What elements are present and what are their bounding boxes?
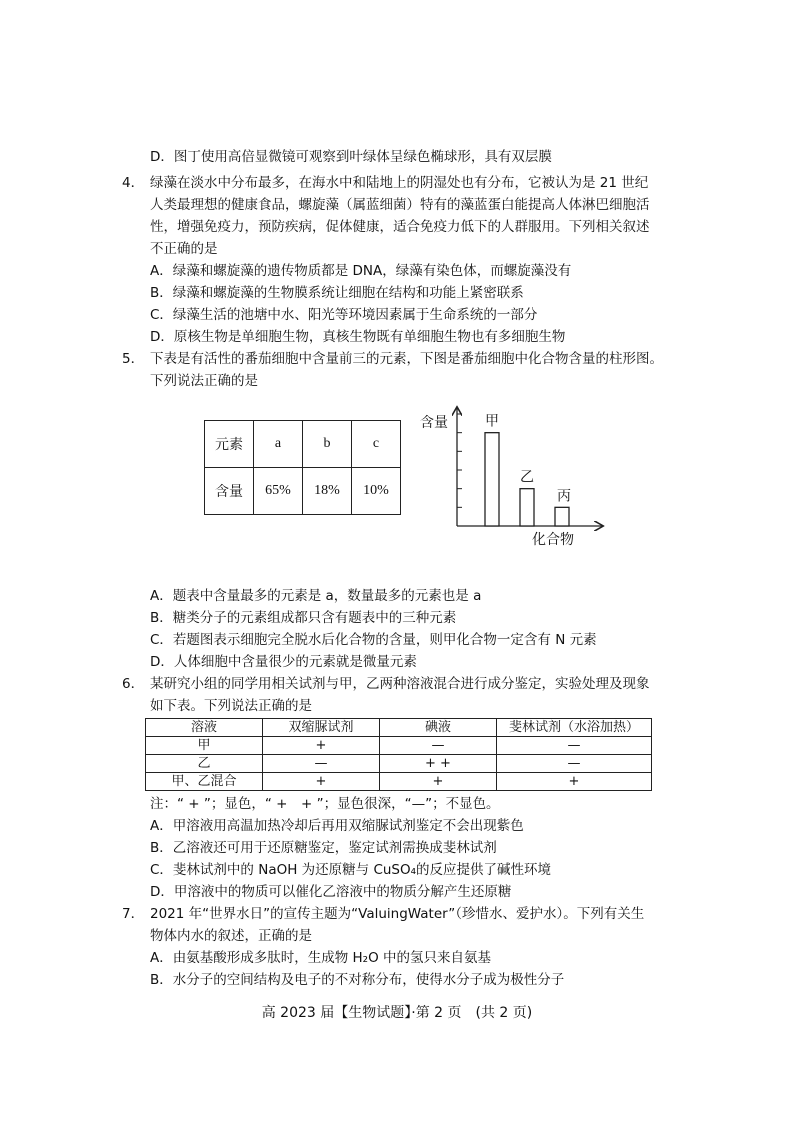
table-header-cell: 溶液 [146, 719, 263, 737]
bar-2 [520, 489, 534, 526]
q4-option-d: D．原核生物是单细胞生物，真核生物既有单细胞生物也有多细胞生物 [150, 329, 566, 345]
table-cell: 18% [303, 468, 352, 515]
table-cell: + [263, 737, 380, 755]
q6-option-a: A．甲溶液用高温加热冷却后再用双缩脲试剂鉴定不会出现紫色 [150, 818, 524, 834]
element-table-row [205, 421, 401, 468]
q7-text-1: 2021 年“世界水日”的宣传主题为“ValuingWater”（珍惜水、爱护水）。下列有关生 [150, 906, 645, 922]
table-cell: c [352, 421, 401, 468]
table-row [146, 737, 652, 755]
q5-option-d: D．人体细胞中含量很少的元素就是微量元素 [150, 654, 417, 670]
q6-text-1: 某研究小组的同学用相关试剂与甲，乙两种溶液混合进行成分鉴定，实验处理及现象 [150, 676, 650, 692]
q5-option-a: A．题表中含量最多的元素是 a，数量最多的元素也是 a [150, 588, 482, 604]
table-cell: + [497, 773, 652, 791]
table-cell: 元素 [205, 421, 254, 468]
q4-number: 4． [122, 175, 145, 191]
table-cell: 甲 [146, 737, 263, 755]
element-table-row [205, 468, 401, 515]
x-axis-label: 化合物 [532, 532, 574, 548]
table-cell: a [254, 421, 303, 468]
q6-stem-line-1 [122, 673, 650, 695]
table-cell: — [497, 737, 652, 755]
q6-option-b: B．乙溶液还可用于还原糖鉴定，鉴定试剂需换成斐林试剂 [150, 840, 497, 856]
page-footer: 高 2023 届【生物试题】·第 2 页 (共 2 页) [261, 1005, 533, 1021]
bar-label-2: 乙 [520, 469, 534, 486]
q5-option-b: B．糖类分子的元素组成都只含有题表中的三种元素 [150, 610, 457, 626]
bar-label-3: 丙 [557, 488, 571, 505]
q5-stem-line-2: 下列说法正确的是 [150, 373, 258, 389]
q5-option-c: C．若题图表示细胞完全脱水后化合物的含量，则甲化合物一定含有 N 元素 [150, 632, 597, 648]
q6-stem-line-2: 如下表。下列说法正确的是 [150, 698, 312, 714]
q4-option-c: C．绿藻生活的池塘中水、阳光等环境因素属于生命系统的一部分 [150, 307, 538, 323]
q7-stem-line-1 [122, 903, 644, 925]
q5-number: 5． [122, 351, 145, 367]
reagent-table-header [146, 719, 652, 737]
q5-stem-line-1 [122, 348, 663, 370]
q5-text-1: 下表是有活性的番茄细胞中含量前三的元素，下图是番茄细胞中化合物含量的柱形图。 [150, 351, 663, 367]
q4-stem-line-2: 人类最理想的健康食品，螺旋藻（属蓝细菌）特有的藻蓝蛋白能提高人体淋巴细胞活 [150, 197, 650, 213]
table-row [146, 773, 652, 791]
q7-number: 7． [122, 906, 145, 922]
q4-stem-line-4: 不正确的是 [150, 241, 218, 257]
q4-text-1: 绿藻在淡水中分布最多，在海水中和陆地上的阴湿处也有分布，它被认为是 21 世纪 [150, 175, 649, 191]
table-cell: 65% [254, 468, 303, 515]
table-header-cell: 碘液 [380, 719, 497, 737]
element-table [204, 420, 401, 515]
q4-stem-line-1 [122, 172, 648, 194]
table-header-cell: 双缩脲试剂 [263, 719, 380, 737]
table-cell: — [380, 737, 497, 755]
table-cell: 乙 [146, 755, 263, 773]
compound-bar-chart [410, 398, 610, 548]
q3-option-d: D．图丁使用高倍显微镜可观察到叶绿体呈绿色椭球形，具有双层膜 [150, 149, 552, 165]
q7-option-b: B．水分子的空间结构及电子的不对称分布，使得水分子成为极性分子 [150, 972, 565, 988]
bar-label-1: 甲 [485, 413, 499, 430]
table-cell: 10% [352, 468, 401, 515]
table-cell: b [303, 421, 352, 468]
y-axis-label: 含量 [420, 415, 448, 431]
table-cell: + [380, 773, 497, 791]
table-cell: + [263, 773, 380, 791]
q4-option-a: A．绿藻和螺旋藻的遗传物质都是 DNA，绿藻有染色体，而螺旋藻没有 [150, 263, 572, 279]
q4-stem-line-3: 性，增强免疫力，预防疾病，促体健康，适合免疫力低下的人群服用。下列相关叙述 [150, 219, 650, 235]
q6-option-c: C．斐林试剂中的 NaOH 为还原糖与 CuSO₄的反应提供了碱性环境 [150, 862, 552, 878]
q6-note: 注：“ + ”；显色，“ + + ”；显色很深，“—”；不显色。 [150, 796, 500, 812]
table-cell: — [497, 755, 652, 773]
table-row [146, 755, 652, 773]
bar-1 [485, 433, 499, 526]
table-cell: 含量 [205, 468, 254, 515]
table-cell: + + [380, 755, 497, 773]
table-cell: 甲、乙混合 [146, 773, 263, 791]
reagent-table [145, 718, 652, 791]
bar-3 [555, 507, 569, 526]
q7-stem-line-2: 物体内水的叙述，正确的是 [150, 928, 312, 944]
q7-option-a: A．由氨基酸形成多肽时，生成物 H₂O 中的氢只来自氨基 [150, 950, 492, 966]
table-cell: — [263, 755, 380, 773]
q4-option-b: B．绿藻和螺旋藻的生物膜系统让细胞在结构和功能上紧密联系 [150, 285, 524, 301]
q6-number: 6． [122, 676, 145, 692]
q6-option-d: D．甲溶液中的物质可以催化乙溶液中的物质分解产生还原糖 [150, 884, 512, 900]
table-header-cell: 斐林试剂（水浴加热） [497, 719, 652, 737]
